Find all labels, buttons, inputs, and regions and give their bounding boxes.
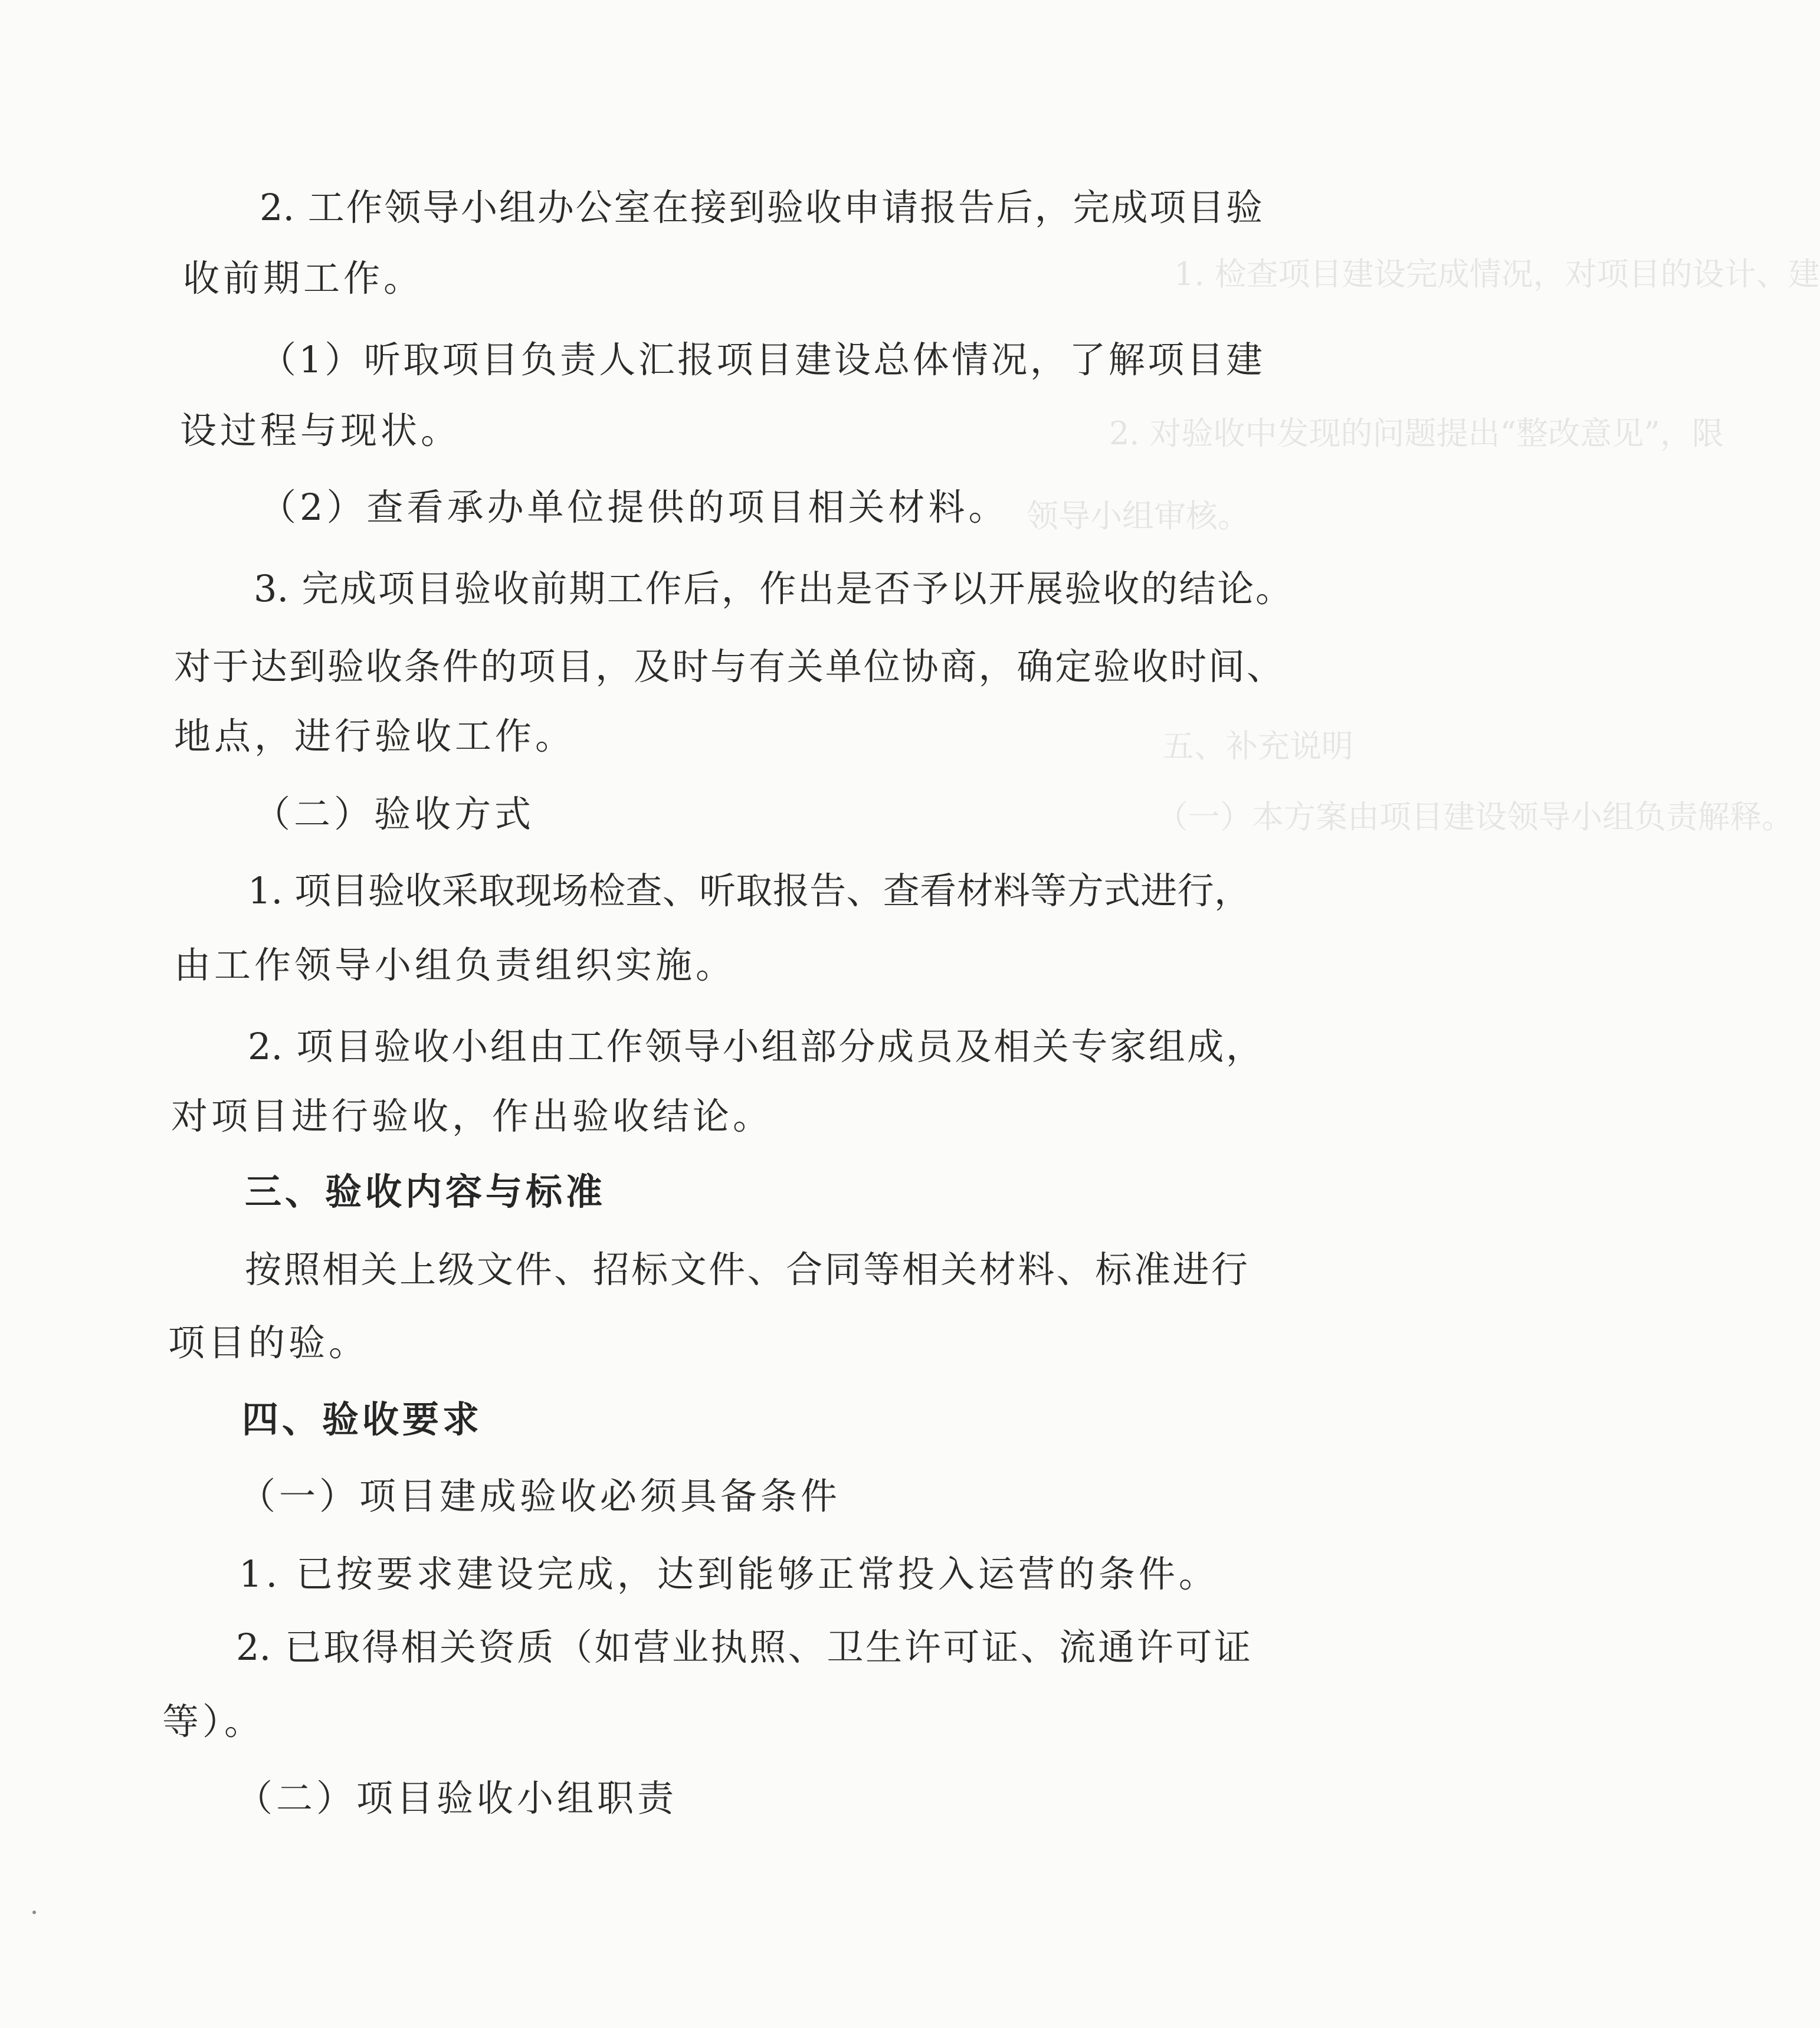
- body-line: 2. 项目验收小组由工作领导小组部分成员及相关专家组成，: [248, 1025, 1262, 1068]
- section-subheading: （二）验收方式: [254, 792, 535, 836]
- body-line: 3. 完成项目验收前期工作后，作出是否予以开展验收的结论。: [254, 567, 1292, 610]
- body-line: 2. 工作领导小组办公室在接到验收申请报告后，完成项目验: [260, 186, 1262, 229]
- body-line: 1. 已按要求建设完成，达到能够正常投入运营的条件。: [239, 1552, 1219, 1595]
- section-heading: 四、验收要求: [242, 1398, 483, 1441]
- bleed-through-text: 1. 检查项目建设完成情况，对项目的设计、建: [1174, 255, 1820, 293]
- body-line: 等）。: [162, 1700, 265, 1743]
- bleed-through-text: 2. 对验收中发现的问题提出“整改意见”，限: [1109, 415, 1724, 452]
- section-subheading: （一）项目建成验收必须具备条件: [239, 1475, 841, 1518]
- bleed-through-text: 五、补充说明: [1162, 728, 1353, 765]
- bleed-through-text: （一）本方案由项目建设领导小组负责解释。: [1156, 798, 1793, 836]
- section-subheading: （二）项目验收小组职责: [236, 1777, 678, 1820]
- body-line: 设过程与现状。: [180, 409, 461, 452]
- body-line: 对于达到验收条件的项目，及时与有关单位协商，确定验收时间、: [174, 645, 1283, 688]
- body-line: 地点，进行验收工作。: [174, 715, 576, 758]
- section-heading: 三、验收内容与标准: [245, 1170, 606, 1213]
- body-line: 由工作领导小组负责组织实施。: [174, 943, 736, 987]
- body-line: 1. 项目验收采取现场检查、听取报告、查看材料等方式进行，: [248, 869, 1251, 912]
- body-line: 对项目进行验收，作出验收结论。: [171, 1095, 773, 1138]
- body-line: 2. 已取得相关资质（如营业执照、卫生许可证、流通许可证: [236, 1626, 1251, 1669]
- body-line: （1）听取项目负责人汇报项目建设总体情况，了解项目建: [260, 338, 1262, 381]
- body-line: 收前期工作。: [183, 257, 424, 300]
- body-line: （2）查看承办单位提供的项目相关材料。: [260, 486, 1009, 529]
- body-line: 按照相关上级文件、招标文件、合同等相关材料、标准进行: [245, 1248, 1248, 1291]
- scan-speck: [32, 1911, 36, 1914]
- body-line: 项目的验。: [168, 1321, 369, 1364]
- bleed-through-text: 领导小组审核。: [1027, 497, 1250, 535]
